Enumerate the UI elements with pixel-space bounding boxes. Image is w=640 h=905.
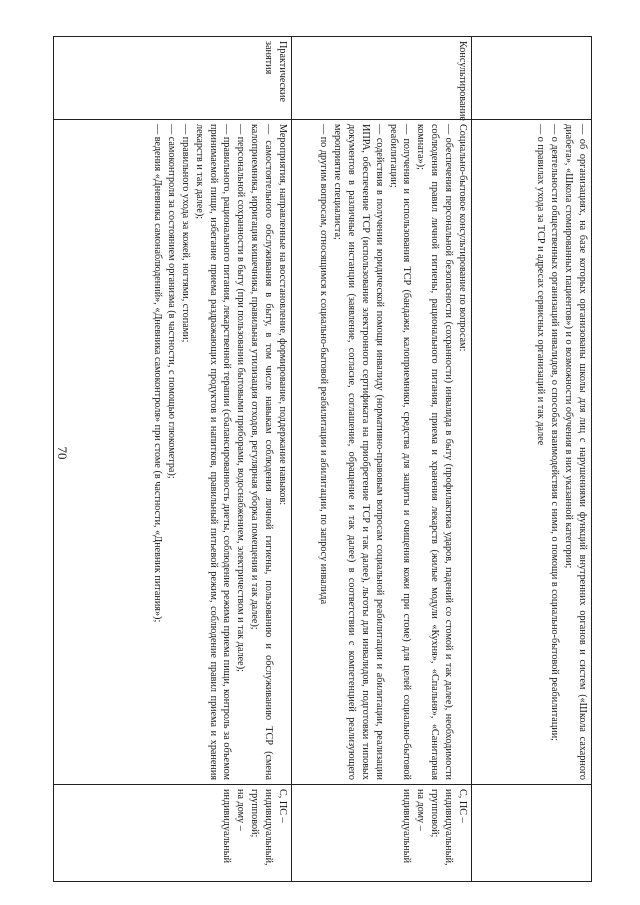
content-line: — обеспечения персональной безопасности (сохранности) инвалида в быту (профилактика ударов, падений со стомой и так далее), необходимости соблюдения правил личной гигиены, рационального питания, приема и хранения лекарств (жилые модули «Кухня», «Спальня», «Санитарная комната»); (415, 124, 455, 780)
content-line: — ведения «Дневника самонаблюдений», «Дневника самоконтроля» при стоме (в частности, «Дневник питания»); (152, 124, 164, 623)
form-line: индивидуальный (221, 789, 233, 864)
form-line: групповой; (429, 789, 441, 838)
section-cell (472, 37, 592, 120)
form-line: индивидуальный, (443, 789, 455, 866)
form-line: С, ПС – (277, 789, 288, 823)
section-cell: Консультирование (292, 37, 472, 120)
content-line: Мероприятия, направленные на восстановление, формирование, поддержание навыков: (277, 124, 288, 506)
table-row (54, 37, 292, 882)
form-cell (472, 785, 592, 882)
content-line: — правильного ухода за кожей, ногтями, стопами; (179, 124, 191, 343)
section-cell: Практические занятия (54, 37, 292, 120)
form-line: индивидуальный, (263, 789, 275, 866)
form-line: групповой; (249, 789, 261, 838)
form-line: на дому – (415, 789, 427, 831)
rotated-table-container (54, 36, 592, 881)
table-row (472, 37, 592, 882)
content-cell (54, 120, 292, 785)
rehabilitation-table (53, 36, 592, 882)
table-row (292, 37, 472, 882)
form-line: С, ПС – (457, 789, 468, 823)
form-cell (292, 785, 472, 882)
form-cell (54, 785, 292, 882)
content-line: Социально-бытовое консультирование по вопросам: (457, 124, 468, 352)
content-cell (472, 120, 592, 785)
page-number: 70 (55, 446, 70, 460)
content-line: — получения и использования ТСР (бандажи, калоприемники, средства для защиты и очищения кожи при стоме) для целей социально-бытовой реабилитации; (387, 124, 413, 780)
content-line: — самостоятельного обслуживания в быту, в том числе навыкам соблюдения личной гигиены, пользованию и обслуживанию ТСР (смена калоприемника, ирригация кишечника, правильная утилизация отходов, регулярная уборка помещения и так далее); (249, 124, 275, 780)
content-line: — самоконтроля за состоянием организма (в частности, с помощью глюкометра); (166, 124, 177, 479)
content-line: — содействия в получении юридической помощи инвалиду (нормативно-правовым вопросам социальной реабилитации и абилитации, реализации ИПРА, обеспечение ТСР (использование электронного сертификата на приобретение ТСР и так далее), льготы для инвалидов, подготовки типовых документов в различные инстанции (заявление, согласие, соглашение, обращение и так далее) в соответствии с компетенцией реализующего мероприятие специалиста; (332, 124, 385, 780)
form-line: индивидуальный (401, 789, 413, 864)
content-line: — о деятельности общественных организаций инвалидов, о способах взаимодействия с ними, о помощи в социально-бытовой реабилитации; (549, 124, 561, 742)
content-line: — персональной сохранности в быту (при пользовании бытовыми приборами, водоснабжением, электричеством и так далее); (235, 124, 247, 672)
form-line: на дому – (235, 789, 247, 831)
content-line: — по другим вопросам, относящимся к социально-бытовой реабилитации и абилитации, по запросу инвалида (318, 124, 330, 605)
content-line: — правильного, рационального питания, лекарственной терапии (сбалансированность диеты, соблюдение режима приема пищи, контроль за объемом принимаемой пищи, избегание приема раздражающих продуктов и напитков, правильный питьевой режим, соблюдение правил приема и хранения лекарств и так далее); (193, 124, 233, 780)
content-line: — об организациях, на базе которых организованы школы для лиц с нарушениями функций внутренних органов и систем («Школа сахарного диабета», «Школа стомированных пациентов») и о возможности обучения в них указанной категории; (563, 124, 588, 780)
content-line: — о правилах ухода за ТСР и адресах сервисных организаций и так далее (535, 124, 547, 446)
content-cell (292, 120, 472, 785)
